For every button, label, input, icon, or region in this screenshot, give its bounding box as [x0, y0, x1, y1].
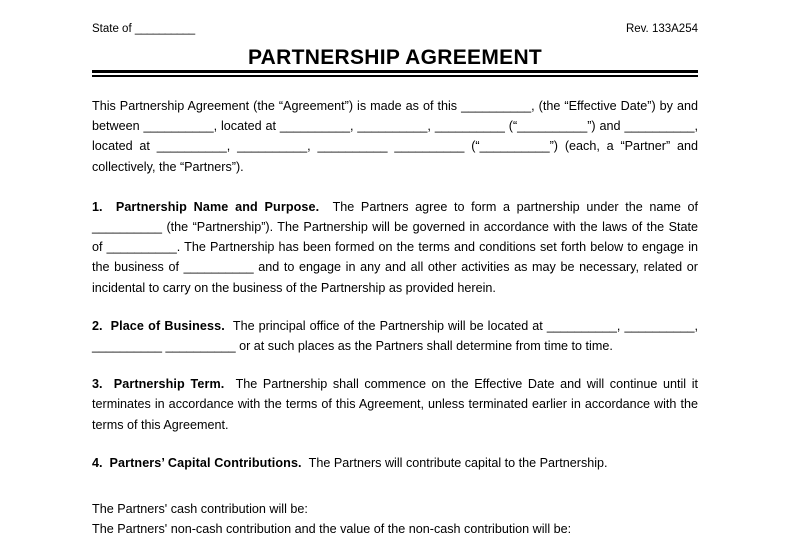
section-4-heading: Partners’ Capital Contributions. — [109, 455, 302, 470]
section-3-heading: Partnership Term. — [113, 377, 225, 392]
section-4-body: The Partners will contribute capital to the Partnership. — [308, 455, 608, 470]
state-of-label: State of — [92, 23, 132, 35]
page-title: PARTNERSHIP AGREEMENT — [247, 46, 543, 69]
document-header — [92, 22, 698, 36]
section-4-number: 4. — [92, 455, 103, 470]
section-1-number: 1. — [92, 199, 103, 214]
section-1-body: The Partners agree to form a partnership under the name of __________ (the “Partnership”). The Partnership will be governed in accordance with the laws of the State of __________. The Partnership has been formed on the terms and conditions set forth below to engage in the business of __________ and to engage in any and all other activities as may be necessary, related or incidental to carry on the business of the Partnership as provided herein. — [92, 199, 699, 295]
revision-code: Rev. 133A254 — [625, 23, 698, 35]
section-2-heading: Place of Business. — [110, 318, 225, 333]
section-1-heading: Partnership Name and Purpose. — [115, 199, 320, 214]
spacer — [92, 473, 698, 499]
section-4 — [92, 453, 698, 473]
spacer — [92, 356, 698, 374]
section-3-number: 3. — [92, 377, 103, 392]
state-of-blank — [135, 23, 195, 35]
cash-contribution-line: The Partners' cash contribution will be: — [92, 502, 308, 517]
intro-paragraph: This Partnership Agreement (the “Agreement”) is made as of this __________, (the “Effective Date”) by and between __________, located at __________, __________, __________ (“__________”) and __________, located at __________, __________, __________ __________ (“__________”) (each, a “Partner” and collectively, the “Partners”). — [92, 99, 698, 174]
document-body — [92, 96, 698, 539]
spacer — [92, 435, 698, 453]
section-2-number: 2. — [92, 318, 103, 333]
spacer — [92, 298, 698, 316]
divider-thin-line — [92, 75, 698, 77]
section-3 — [92, 374, 698, 435]
section-2 — [92, 316, 698, 356]
section-1 — [92, 197, 698, 298]
state-of-field — [92, 22, 195, 36]
title-divider — [92, 70, 698, 77]
section-3-body: The Partnership shall commence on the Effective Date and will continue until it terminates in accordance with the terms of this Agreement, unless terminated earlier in accordance with the terms of this Agreement. — [92, 377, 699, 432]
noncash-contribution-line: The Partners' non-cash contribution and the value of the non-cash contribution will be: — [92, 522, 572, 537]
spacer — [92, 177, 698, 197]
section-2-body: The principal office of the Partnership will be located at __________, __________, __________ __________ or at such places as the Partners shall determine from time to time. — [92, 318, 698, 354]
